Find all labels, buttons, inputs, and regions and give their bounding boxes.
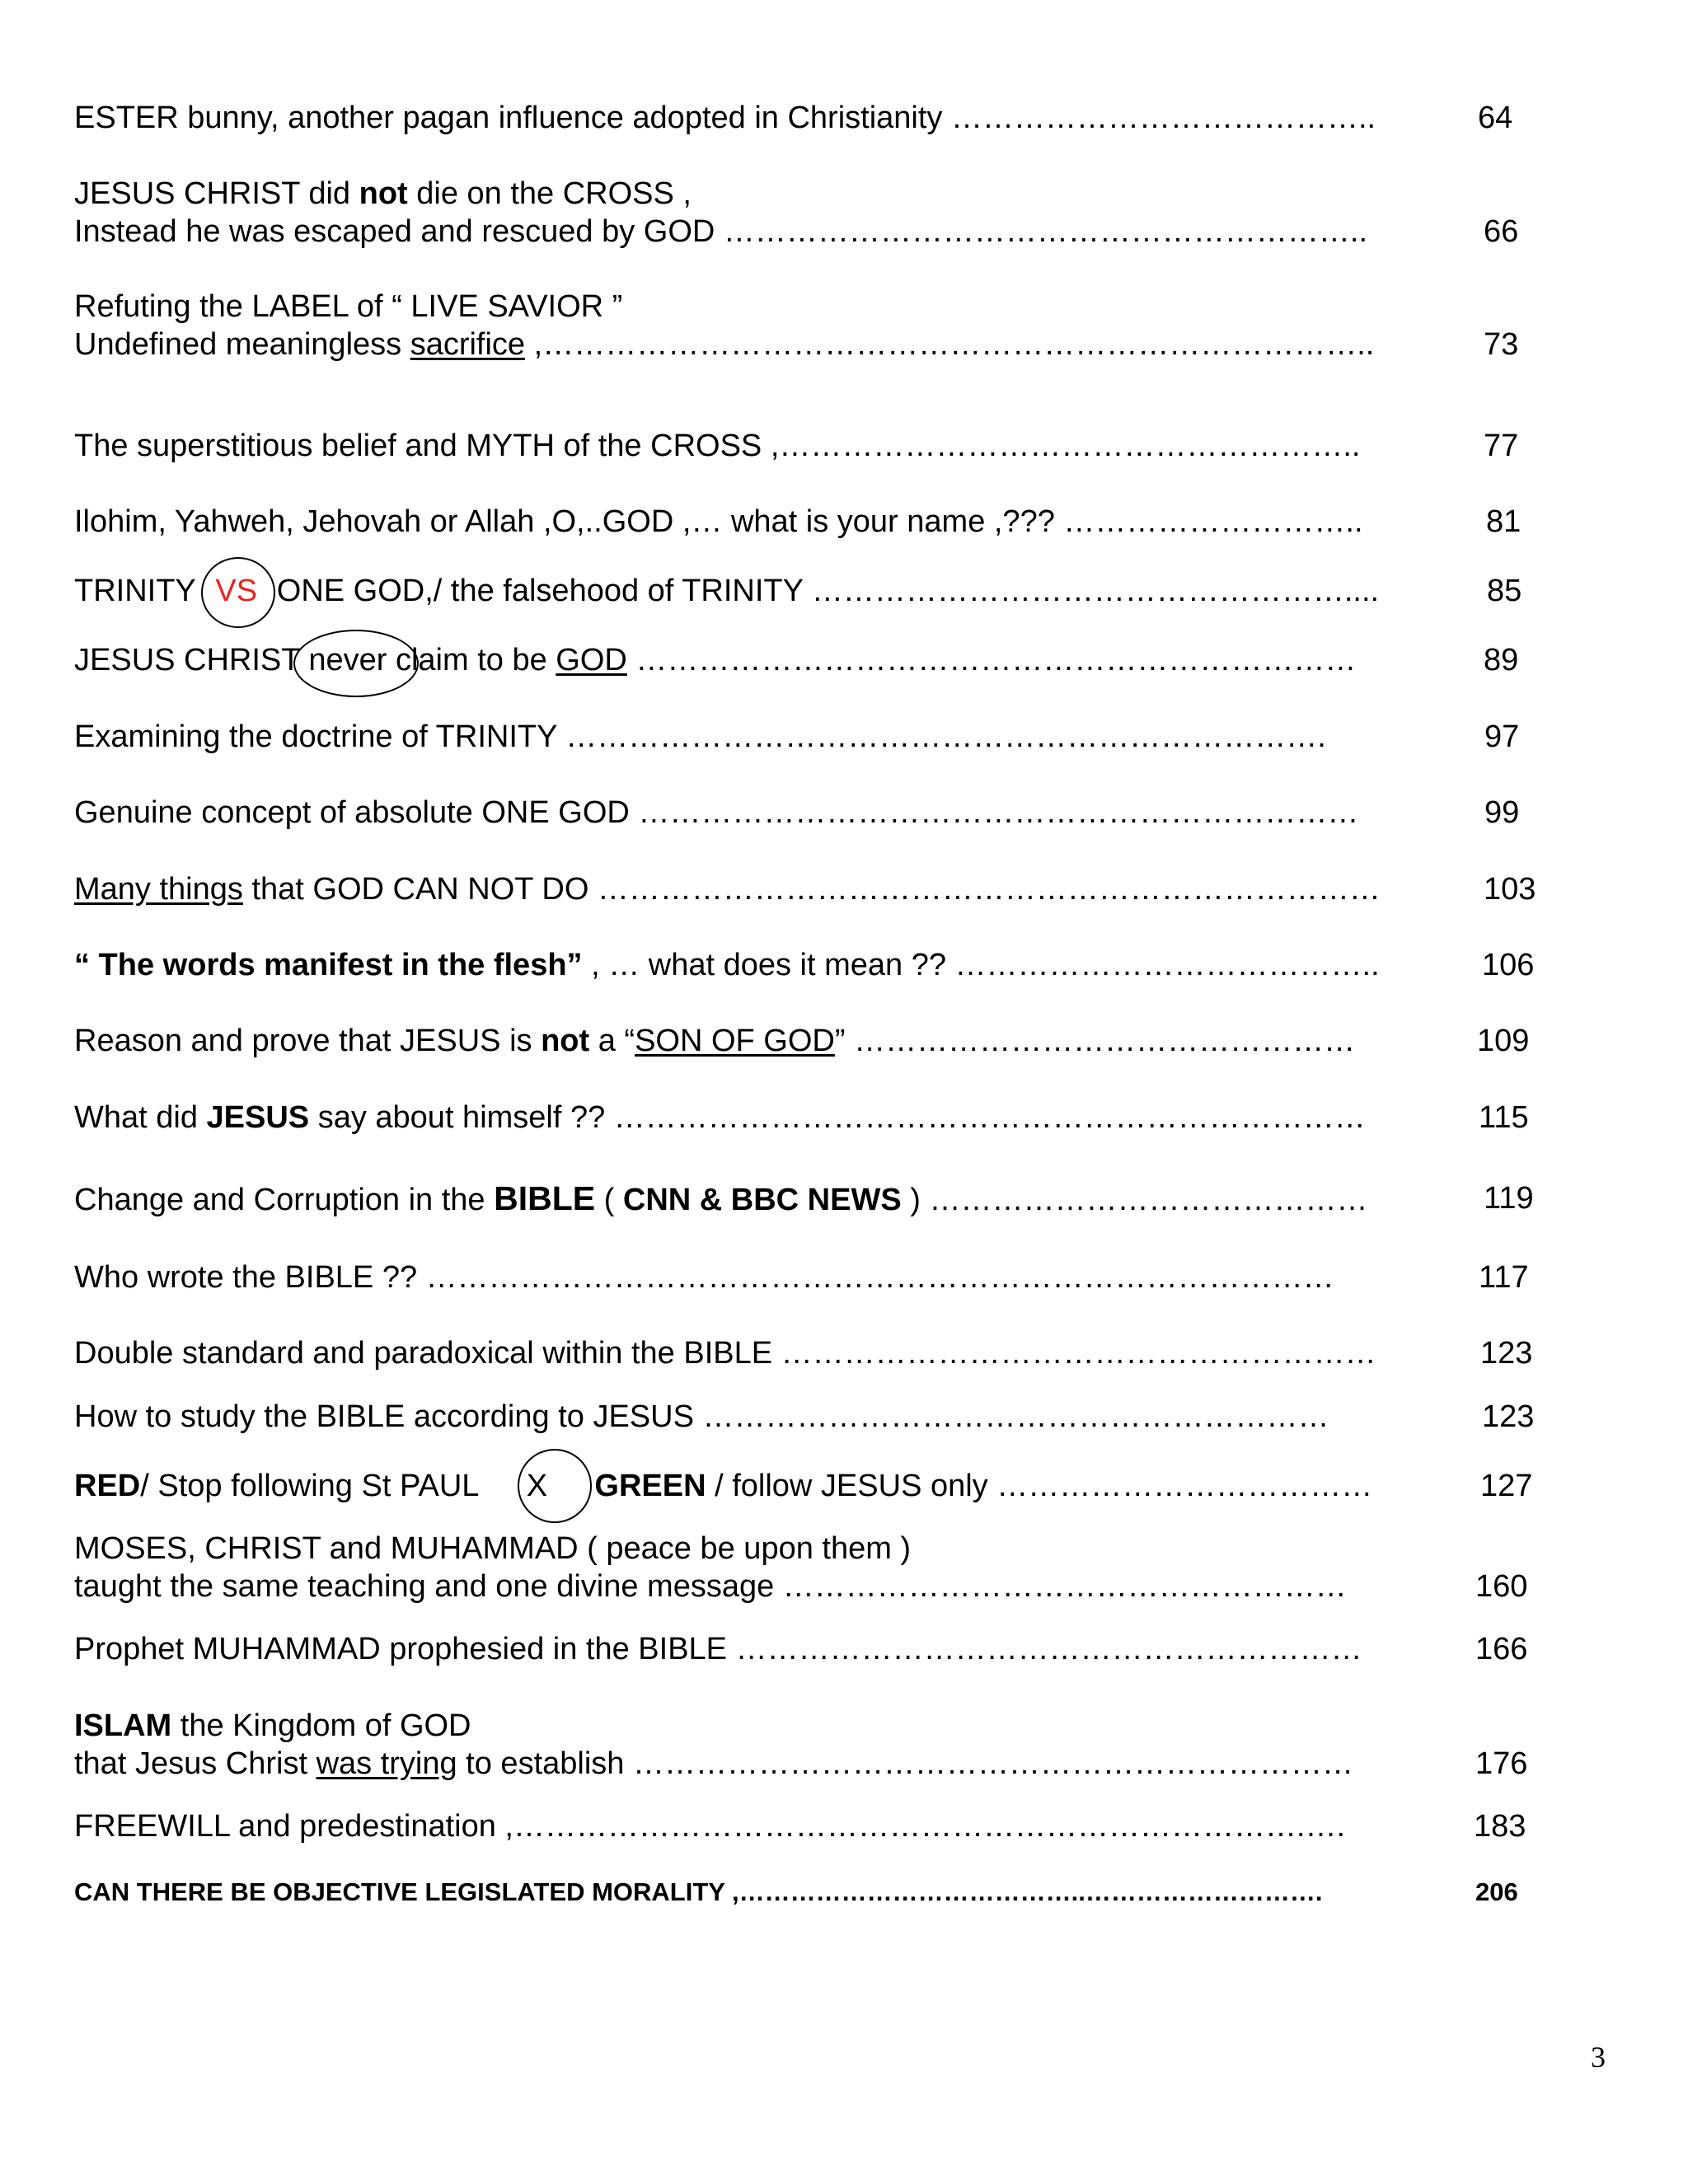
toc-title-bold: RED bbox=[74, 1469, 141, 1503]
toc-page-number: 106 bbox=[1482, 948, 1535, 982]
x-mark-label: X bbox=[526, 1469, 548, 1503]
toc-title-bold: GREEN bbox=[594, 1469, 706, 1503]
toc-entry bbox=[74, 1398, 1329, 1436]
toc-page-number: 99 bbox=[1484, 795, 1520, 830]
vs-label: VS bbox=[215, 574, 258, 608]
toc-title: Double standard and paradoxical within the BIBLE ………………………………………………… bbox=[74, 1336, 1376, 1371]
toc-title-part: say about himself ?? ……………………………………………………………… bbox=[309, 1100, 1366, 1135]
toc-title-part: TRINITY bbox=[74, 574, 196, 608]
toc-page-number: 127 bbox=[1480, 1469, 1533, 1503]
toc-title: Ilohim, Yahweh, Jehovah or Allah ,O,..GOD ,… what is your name ,??? ……………………….. bbox=[74, 504, 1363, 539]
toc-page-number: 109 bbox=[1477, 1024, 1530, 1058]
toc-title-bold: not bbox=[541, 1024, 590, 1058]
toc-page-number: 176 bbox=[1475, 1746, 1528, 1781]
toc-entry bbox=[74, 1707, 1353, 1783]
toc-entry bbox=[74, 503, 1363, 541]
toc-title: Examining the doctrine of TRINITY ………………………………………………………………. bbox=[74, 719, 1326, 754]
toc-title-part: JESUS CHRIST never claim to be bbox=[74, 643, 556, 677]
toc-page-number: 206 bbox=[1475, 1877, 1518, 1906]
toc-title-bold: CNN & BBC NEWS bbox=[622, 1183, 902, 1217]
toc-page-number: 160 bbox=[1475, 1569, 1528, 1604]
toc-title-part: that GOD CAN NOT DO ………………………………………………………………… bbox=[242, 872, 1381, 907]
toc-page-number: 97 bbox=[1484, 719, 1520, 754]
page-number: 3 bbox=[1591, 2041, 1606, 2074]
x-circle-mark bbox=[518, 1449, 592, 1523]
toc-entry bbox=[74, 1876, 1322, 1909]
toc-title: The superstitious belief and MYTH of the CROSS ,……………………………………………….. bbox=[74, 429, 1361, 463]
toc-title-bold: ISLAM bbox=[74, 1708, 172, 1743]
toc-title-part: …………………………………………………………… bbox=[626, 643, 1357, 677]
toc-entry bbox=[74, 1022, 1355, 1060]
toc-page-number: 115 bbox=[1479, 1100, 1529, 1135]
toc-title-bold: “ The words manifest in the flesh” bbox=[74, 948, 583, 982]
toc-title-part: / Stop following St PAUL bbox=[140, 1469, 480, 1503]
toc-title-part: the Kingdom of GOD bbox=[171, 1708, 471, 1743]
toc-entry bbox=[74, 175, 1367, 251]
toc-title-part: that Jesus Christ bbox=[74, 1746, 316, 1781]
toc-title-underlined: was trying bbox=[316, 1746, 457, 1781]
toc-page-number: 123 bbox=[1480, 1336, 1533, 1371]
toc-title-part: Change and Corruption in the bbox=[74, 1183, 495, 1217]
toc-title-part: Undefined meaningless bbox=[74, 327, 410, 362]
toc-title-line1: Refuting the LABEL of “ LIVE SAVIOR ” bbox=[74, 289, 623, 324]
toc-title: CAN THERE BE OBJECTIVE LEGISLATED MORALITY ,…………………………………..………………………. bbox=[74, 1877, 1323, 1906]
toc-title: Prophet MUHAMMAD prophesied in the BIBLE …………………………………………………… bbox=[74, 1632, 1362, 1666]
toc-entry bbox=[74, 1630, 1362, 1668]
toc-page-number: 123 bbox=[1482, 1399, 1535, 1434]
toc-title-part: ) …………………………………… bbox=[901, 1183, 1368, 1217]
toc-page-number: 183 bbox=[1474, 1809, 1526, 1844]
toc-page-number: 85 bbox=[1487, 574, 1522, 608]
toc-entry bbox=[74, 1467, 1372, 1505]
toc-title: FREEWILL and predestination ,………………………………………………………………….…. bbox=[74, 1809, 1346, 1844]
toc-page-number: 66 bbox=[1484, 214, 1519, 249]
toc-page-number: 64 bbox=[1478, 101, 1513, 135]
toc-page-number: 73 bbox=[1484, 327, 1519, 362]
toc-entry bbox=[74, 794, 1358, 832]
toc-page-number: 77 bbox=[1484, 429, 1519, 463]
toc-title: Who wrote the BIBLE ?? …………………………………………………………………………… bbox=[74, 1260, 1334, 1295]
toc-title: How to study the BIBLE according to JESUS …………………………………………………… bbox=[74, 1399, 1329, 1434]
toc-entry bbox=[74, 99, 1376, 137]
toc-title-part: ” ………………………………………… bbox=[834, 1024, 1356, 1058]
toc-page-number: 117 bbox=[1479, 1260, 1529, 1295]
toc-title-bold: BIBLE bbox=[494, 1179, 596, 1217]
toc-title-part: , … what does it mean ?? ………………………………….. bbox=[582, 948, 1380, 982]
toc-entry bbox=[74, 1179, 1367, 1219]
toc-page-number: 166 bbox=[1475, 1632, 1528, 1666]
toc-title-line2: taught the same teaching and one divine message ……………………………………………… bbox=[74, 1569, 1347, 1604]
toc-title-part: to establish …………………………………………………………… bbox=[457, 1746, 1353, 1781]
toc-entry bbox=[74, 870, 1381, 908]
toc-entry bbox=[74, 1807, 1345, 1845]
toc-entry bbox=[74, 1099, 1366, 1137]
toc-entry bbox=[74, 946, 1380, 984]
toc-title-part: Reason and prove that JESUS is bbox=[74, 1024, 542, 1058]
toc-page-number: 119 bbox=[1484, 1181, 1534, 1216]
toc-title-part: a “ bbox=[589, 1024, 635, 1058]
toc-title: Genuine concept of absolute ONE GOD …………………………………………………………… bbox=[74, 795, 1359, 830]
toc-page-number: 89 bbox=[1484, 643, 1519, 677]
toc-title-bold: not bbox=[359, 176, 408, 211]
toc-title-part: ,…………………………………………………………………….. bbox=[525, 327, 1375, 362]
toc-title-part: / follow JESUS only ……………………………… bbox=[706, 1469, 1373, 1503]
toc-title: ESTER bunny, another pagan influence adopted in Christianity ………………………………….. bbox=[74, 101, 1376, 135]
toc-title-bold: JESUS bbox=[206, 1100, 310, 1135]
toc-title-part: What did bbox=[74, 1100, 207, 1135]
toc-title-part: JESUS CHRIST did bbox=[74, 176, 359, 211]
toc-page-number: 81 bbox=[1486, 504, 1522, 539]
toc-title-line2: Instead he was escaped and rescued by GOD …………………………………………………….. bbox=[74, 214, 1368, 249]
vs-circle-mark bbox=[201, 557, 275, 628]
toc-entry bbox=[74, 427, 1361, 465]
toc-entry bbox=[74, 1258, 1334, 1296]
toc-entry bbox=[74, 288, 1374, 363]
toc-title-underlined: GOD bbox=[556, 643, 627, 677]
toc-title-underlined: sacrifice bbox=[410, 327, 526, 362]
toc-title-part: ONE GOD,/ the falsehood of TRINITY …………………………………………….... bbox=[276, 574, 1380, 608]
toc-entry bbox=[74, 718, 1326, 756]
toc-title-part: die on the CROSS , bbox=[407, 176, 692, 211]
toc-page-number: 103 bbox=[1484, 872, 1536, 907]
toc-entry bbox=[74, 641, 1356, 679]
toc-title-underlined: SON OF GOD bbox=[635, 1024, 835, 1058]
toc-title-underlined: Many things bbox=[74, 872, 243, 907]
toc-title-part: ( bbox=[595, 1183, 623, 1217]
toc-entry bbox=[74, 1334, 1376, 1372]
toc-entry bbox=[74, 1530, 1347, 1605]
never-circle-mark bbox=[293, 630, 419, 697]
toc-title-line1: MOSES, CHRIST and MUHAMMAD ( peace be upon them ) bbox=[74, 1531, 912, 1566]
